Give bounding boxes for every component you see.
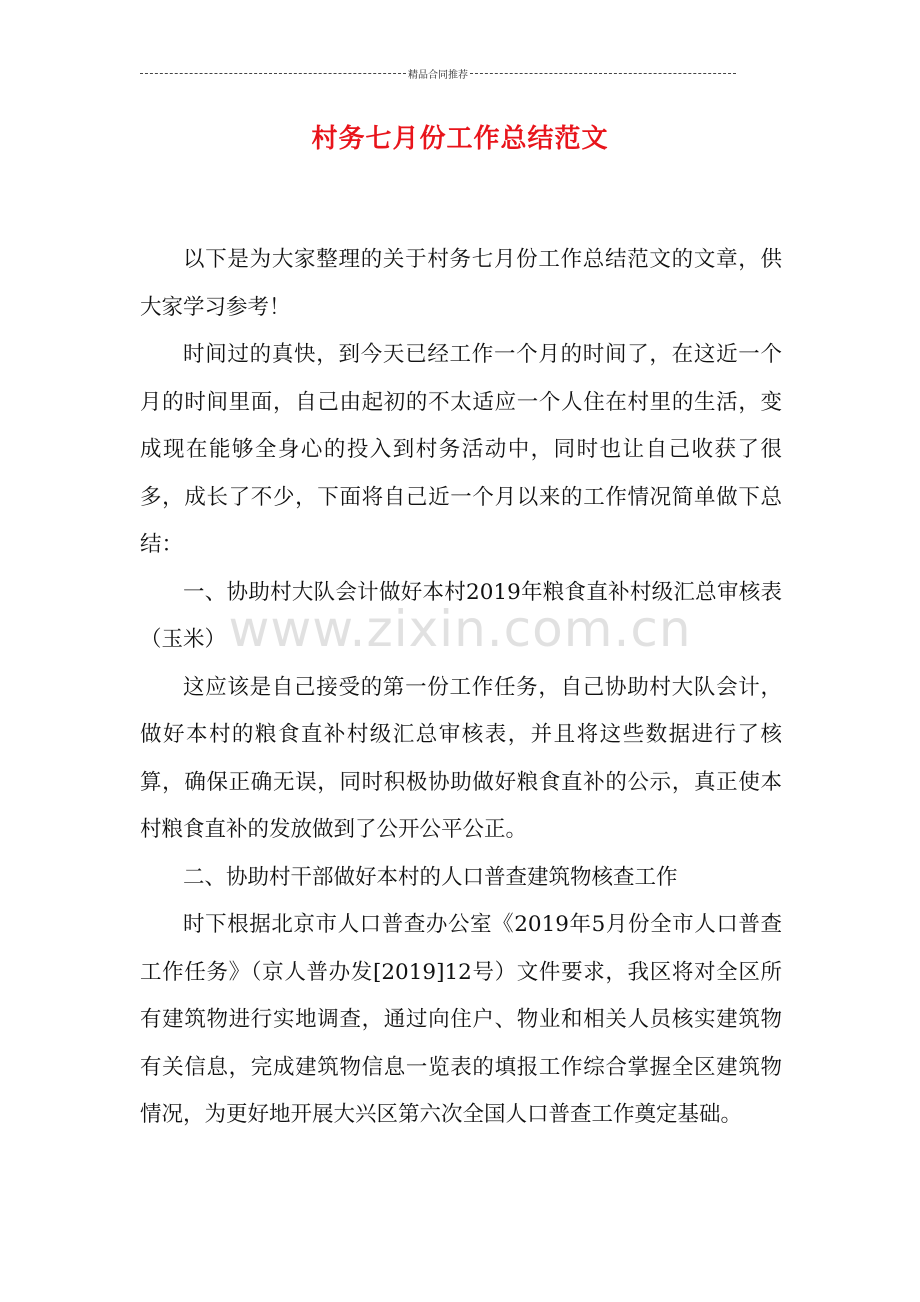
paragraph-section-1: 这应该是自己接受的第一份工作任务，自己协助村大队会计，做好本村的粮食直补村级汇总审核表，并且将这些数据进行了核算，确保正确无误，同时积极协助做好粮食直补的公示，真正使本村粮食直补的发放做到了公开公平公正。 (140, 674, 782, 842)
header-dashed-rule-right (470, 73, 736, 74)
document-title: 村务七月份工作总结范文 (311, 124, 609, 154)
document-body (140, 236, 782, 1139)
watermark: www.zixin.com.cn (228, 600, 692, 658)
paragraph-section-2: 时下根据北京市人口普查办公室《2019年5月份全市人口普查工作任务》（京人普办发[2019]12号）文件要求，我区将对全区所有建筑物进行实地调查，通过向住户、物业和相关人员核实建筑物有关信息，完成建筑物信息一览表的填报工作综合掌握全区建筑物情况，为更好地开展大兴区第六次全国人口普查工作奠定基础。 (140, 912, 782, 1127)
paragraph-intro: 以下是为大家整理的关于村务七月份工作总结范文的文章，供大家学习参考！ (140, 247, 782, 320)
header-dashed-rule-left (140, 73, 406, 74)
page-header (140, 66, 736, 80)
heading-section-1: 一、协助村大队会计做好本村2019年粮食直补村级汇总审核表（玉米） (140, 579, 782, 652)
heading-section-2: 二、协助村干部做好本村的人口普查建筑物核查工作 (183, 864, 678, 890)
paragraph-overview: 时间过的真快，到今天已经工作一个月的时间了，在这近一个月的时间里面，自己由起初的不太适应一个人住在村里的生活，变成现在能够全身心的投入到村务活动中，同时也让自己收获了很多，成长了不少，下面将自己近一个月以来的工作情况简单做下总结： (140, 342, 782, 557)
header-label: 精品合同推荐 (408, 69, 468, 81)
